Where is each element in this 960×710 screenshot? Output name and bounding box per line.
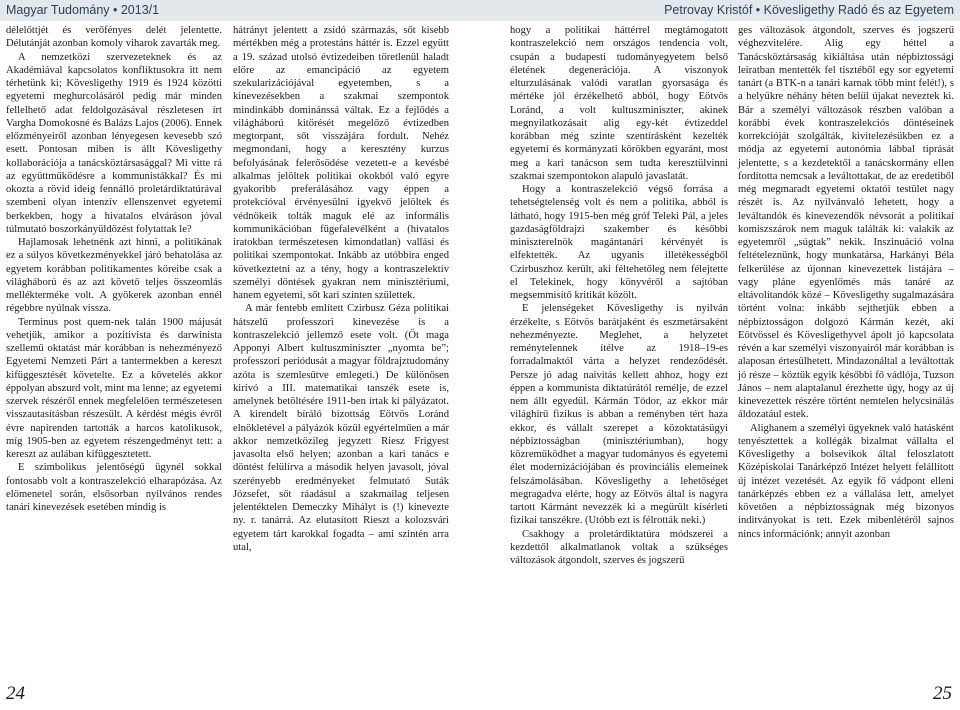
paragraph: A már fentebb említett Czirbusz Géza politikai hátszelű professzori kinevezése is a kontraszelekció jellemző esete volt. (Őt maga Apponyi Albert kultuszminiszter „nyomta be”; professzori periódusát a magyar földrajztudomány azóta is szemlesütve emlegeti.) De különösen kirívó a III. matematikai tanszék esete is, amelynek betöltésére 1911-ben írtak ki pályázatot. A kirendelt bíráló bizottság Eötvös Loránd elnökletével a pályázók közül egyértelműen a már akkor nemzetközileg jegyzett Riesz Frigyest javasolta első helyen; azonban a kari tanács e döntést felülírva a második helyen javasolt, jóval szerényebb eredményeket felmutató Suták Józsefet, sőt ráadásul a szakmailag teljesen jelentéktelen Demeczky Mihályt is (!) kinevezte ny. r. tanárrá. Az elutasított Rieszt a kolozsvári egyetem tárt karokkal fogadta – ami szintén arra utal, — [233, 303, 449, 553]
paragraph: délelőttjét és verőfényes delét jelentette. Délutánját azonban komoly viharok zavarták meg. — [6, 25, 222, 50]
page-number-left: 24 — [6, 683, 25, 704]
page-number-right: 25 — [933, 683, 952, 704]
paragraph: A nemzetközi szervezeteknek és az Akadémiával kapcsolatos konfliktusokra itt nem térhetünk ki; Kövesligethy 1919 és 1924 közötti egyetemi meghurcolásáról pedig már minden fellelhető adat feldolgozásával részletesen írt Vargha Domokosné és Balázs Lajos (2006). Ennek előzményeiről azonban lényegesen kevesebb szó esett. Pontosan miben is állt Kövesligethy kollaborációja a tanácsköztársasággal? Mi vitte rá az együttműködésre a kommunistákkal? És mi okozta a rövid ideig fennálló proletárdiktatúrával szembeni olyan intenzív ellenszenvet egyetemi berkekben, hogy a hivatalos elváráson jóval túlmutató boszorkányüldözést folytattak le? — [6, 51, 222, 235]
paragraph: E szimbolikus jelentőségű ügynél sokkal fontosabb volt a kontraszelekció elharapózása. Az elömenetel során, elsősorban nyilvános rendes tanári kinevezések esetében mindig is — [6, 462, 222, 513]
paragraph: Hogy a kontraszelekció végső forrása a tehetségtelenség volt és nem a politika, abból is látható, hogy 1915-ben még gróf Teleki Pál, a jeles gazdaságföldrajzi szakember és későbbi miniszterelnök magántanári kérvényét is elfektették. Az ugyanis illetékességből Czirbuszhoz került, aki féltehetőleg nem félejtette el Telekinek, hogy könyvéről a sajtóban megsemmisítő kritikát közölt. — [510, 184, 728, 301]
paragraph: Alighanem a személyi ügyeknek való hatásként tenyésztettek a kollégák bizalmat vállalta el Kövesligethy a bolsevikok által feloszlatott Középiskolai Tanárképző Intézet helyett felállított új intézet vezetését. Az egyik fő vádpont elleni tanárképzés ebben ez a vállalása lett, amelyet követően a népbiztosságnak még bizonyos inditványokat is tett. Ezek mibenlétéről sajnos nincs információnk; annyit azonban — [738, 422, 954, 540]
paragraph: E jelenségeket Kövesligethy is nyilván érzékelte, s Eötvös barátjaként és eszmetársaként nehezményezte. Meglehet, a helyzetet reménytelennek ítélve az 1918–19-es forradalmaktól várta a helyzet rendeződését. Persze jó adag naivitás kellett ahhoz, hogy ezt éppen a kommunista diktatúrától remélje, de ezzel nem állt egyedül. Kármán Tódor, az ekkor már világhírű fizikus is abban a reményben tért haza ekkor, és vállalt szerepet a közoktatásügyi népbiztosságban (minisztériumban), hogy közreműködhet a magyar tudományos és egyetemi élet modernizációjában és provinciális elemeinek felszámolásában. Kövesligethy a lehetőséget megragadva elérte, hogy az Eötvös által is nagyra tartott Kármánt nevezzék ki a megürült kísérleti fizikai tanszékre. (Utóbb ezt is félrották neki.) — [510, 303, 728, 527]
journal-title: Magyar Tudomány • 2013/1 — [6, 3, 160, 17]
text-column-1 — [6, 24, 222, 514]
paragraph: hátrányt jelentett a zsidó származás, sőt kisebb mértékben még a protestáns háttér is. Ezzel együtt a 19. század utolsó évtizedeiben töretlenül haladt előre az emancipáció az egyetem szekularizációjával egyetemben, s a kinevezésekben a szakmai szempontok mindinkább dominánssá váltak. Ez a fejlődés a világháború kitörését megelőző évtizedben megtorpant, sőt visszájára fordult. Nehéz megmondani, hogy a keresztény kurzus befolyásának felerősödése vezetett-e a kevésbé alkalmas jelöltek politikai okokból való egyre gyakoribb preferálásához vagy éppen a protekcióval érvényesülni igyekvő jelöltek és védnökeik tolták maguk elé az informális kommunikációban fügefalevélként a (hivatalos iratokban természetesen kimondatlan) vallási és politikai szempontokat. Inkább az utóbbira enged következtetni az a tény, hogy a kontraszelektív személyi döntések gyakran nem minisztériumi, hanem egyetemi, sőt kari szinten születtek. — [233, 25, 449, 301]
paragraph: hogy a politikai háttérrel megtámogatott kontraszelekció nem országos tendencia volt, csupán a budapesti tudományegyetem belső életének degenerációja. A viszonyok elturzulásának valódi varatlan gyorsasága és mértéke jól érzékelhető abból, hogy Eötvös Loránd, a volt kultuszminiszter, akinek megnyilatkozásait alig egy-két évtizeddel korábban még szinte szentírásként kezelték egyetemi és kormányzati körökben egyaránt, most meg a kari tanácson sem tudta keresztülvinni szakmai szempontokon alapuló javaslatát. — [510, 25, 728, 182]
text-column-3 — [510, 24, 728, 567]
paragraph: Hajlamosak lehetnénk azt hinni, a politikának ez a súlyos következményekkel járó behatolása az egyetem korábban politikamentes köreibe csak a világháború és az azt követő teljes összeomlás mellékterméke volt. A gyökerek azonban ennél régebbre nyúlnak vissza. — [6, 237, 222, 315]
paragraph: Terminus post quem-nek talán 1900 májusát vehetjük, amikor a pozitivista és darwinista szellemű oktatást már korábban is nehezményező Egyetemi Nemzeti Párt a tantermekben a kereszt kifüggesztését követelte. Ez a követelés akkor éppolyan abszurd volt, mint ma lenne; az egyetemi szervek részéről ennek megfelelően természetesen visszautasításban részesült. A kérdést mégis évről évre napirenden tartották a harcos katolikusok, míg 1905-ben az egyetem részengedményt tett: a kereszt az aulában kifüggesztetett. — [6, 316, 222, 460]
text-column-4 — [738, 24, 954, 541]
text-column-2 — [233, 24, 449, 554]
running-header — [0, 0, 960, 21]
paragraph: ges változások átgondolt, szerves és jogszerű véghezvitelére. Alig egy héttel a Tanácsköztársaság kikiáltása után népbiztossági leiratban mentették fel tisztéből egy sor egyetemi tanárt (a BTK-n a tanári karnak több mint felét!), s a helyükre néhány héten belül újakat neveztek ki. Bár a személyi változások részben valóban a korábbi évek kontraszelekciós döntéseinek korrekcióját szolgálták, kivitelezésükben ez a módja az egyetemi autonómia lábbal tiprását jelentette, s a kezdetektől a tanácskormány ellen fordította nemcsak a leváltottakat, de az eredetiből még megmaradt egyetemi oktatói testület nagy részét is. Az nyilvánvaló lehetett, hogy a leváltandók és kinevezendők névsorát a politikai komiszszárok nem maguk találták ki: valakik az egyetemről „súgtak” nekik. Inszinuáció volna feltételeznünk, hogy munkatársa, Harkányi Béla felkerülése az újonnan kinevezettek listájára – vagy pláne egyenlőmés más tanáré az eltávolítandók közé – Kövesligethy sugalmazására történt volna: inkább sejthetjük ebben a népbiztosságon dolgozó Kármán kezét, aki Eötvössel és Kövesligethyvel ápolt jó kapcsolata révén a kar személyi viszonyairól már korábban is alaposan értesülhetett. Mindazonáltal a leváltottak jó része – köztük egyik későbbi fő vádlója, Tuzson János – nem alaptalanul érezhette úgy, hogy az új kinevezettek részére történt nemtelen helycsinálás áldozatául estek. — [738, 25, 954, 421]
paragraph: Csakhogy a proletárdiktatúra módszerei a kezdettől alkalmatlanok voltak a szükséges változások átgondolt, szerves és jogszerű — [510, 528, 728, 566]
article-running-title: Petrovay Kristóf • Kövesligethy Radó és az Egyetem — [664, 3, 954, 17]
